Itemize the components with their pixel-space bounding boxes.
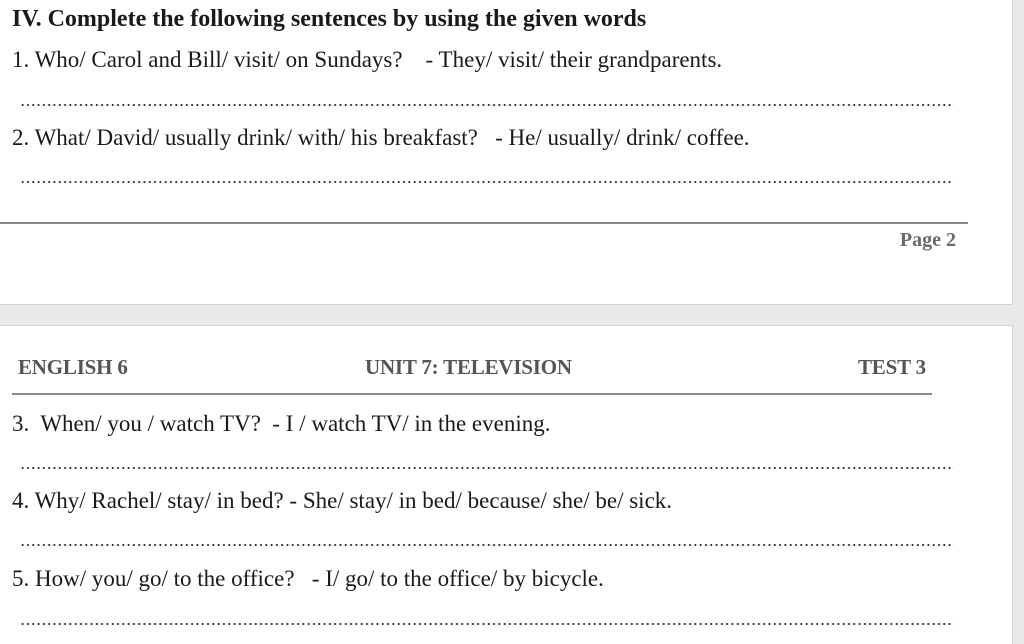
answer-line-4[interactable] [20,543,954,547]
footer-divider [0,222,968,224]
section-title: IV. Complete the following sentences by using the given words [12,6,647,32]
header-course: ENGLISH 6 [18,355,128,379]
answer-line-3[interactable] [20,466,954,470]
header-unit: UNIT 7: TELEVISION [365,355,572,379]
header-test: TEST 3 [858,355,926,379]
page-number: Page 2 [899,229,956,251]
sentence-4: 4. Why/ Rachel/ stay/ in bed? - She/ stay/ in bed/ because/ she/ be/ sick. [12,488,673,513]
header-divider [12,393,932,395]
sentence-1: 1. Who/ Carol and Bill/ visit/ on Sundays? - They/ visit/ their grandparents. [12,47,723,72]
worksheet-page-1 [0,0,1013,305]
worksheet-page-2 [0,325,1013,644]
answer-line-5[interactable] [20,622,954,626]
sentence-5: 5. How/ you/ go/ to the office? - I/ go/ to the office/ by bicycle. [12,566,604,591]
answer-line-1[interactable] [20,103,954,107]
answer-line-2[interactable] [20,180,954,184]
sentence-2: 2. What/ David/ usually drink/ with/ his breakfast? - He/ usually/ drink/ coffee. [12,125,750,150]
sentence-3: 3. When/ you / watch TV? - I / watch TV/ in the evening. [12,411,551,436]
